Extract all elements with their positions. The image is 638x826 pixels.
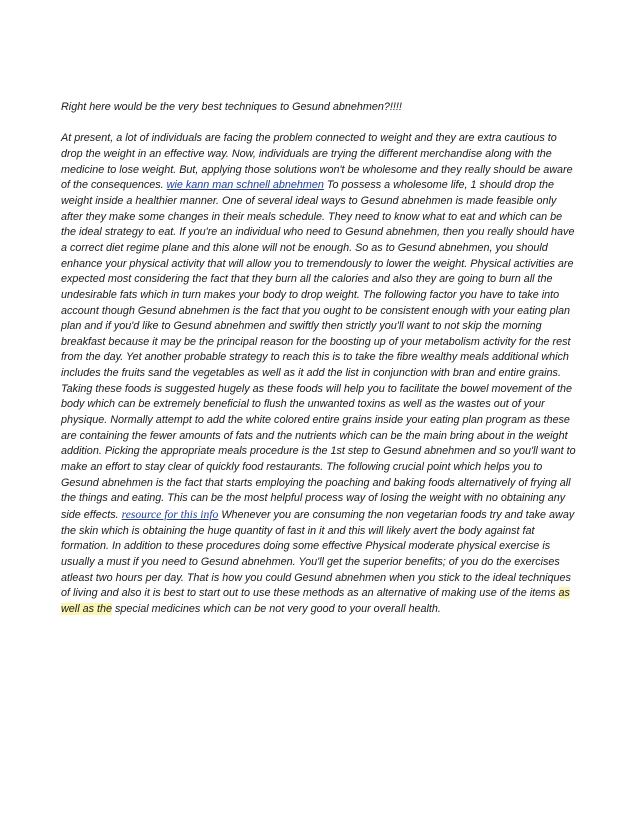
paragraph-2-text-a: Taking these foods is suggested hugely as these foods will help you to facilitate the bowel movement of the body which can be extremely beneficial to flush the unwanted toxins as well as the wastes out of your physique. Normally attempt to add the white colored entire grains inside your eating plan program as these are containing the fewer amounts of fats and the nutrients which can be the main bring about in the weight addition. Picking the appropriate meals procedure is the 1st step to Gesund abnehmen and so you'll want to make an effort to stay clear of quickly food restaurants. The following crucial point which helps you to Gesund abnehmen is the fact that starts employing the poaching and baking foods alternatively of frying all the things and eating. This can be the most helpful process way of losing the weight with no obtaining any side effects. <box>61 382 576 522</box>
paragraph-2-text-c: special medicines which can be not very good to your overall health. <box>112 602 441 615</box>
document-heading: Right here would be the very best techniques to Gesund abnehmen?!!!! <box>61 101 402 113</box>
paragraph-1 <box>61 131 577 382</box>
paragraph-2 <box>61 382 577 618</box>
paragraph-1-text-b: To possess a wholesome life, 1 should drop the weight inside a healthier manner. One of several ideal ways to Gesund abnehmen is made feasible only after they make some changes in their meals schedule. They need to know what to eat and which can be the ideal strategy to eat. If you're an individual who need to Gesund abnehmen, then you really should have a correct diet regime plane and this alone will not be enough. So as to Gesund abnehmen, you should enhance your physical activity that will allow you to tremendously to lower the weight. Physical activities are expected most considering the fact that they burn all the calories and also they are going to burn all the undesirable fats which in turn makes your body to drop weight. The following factor you have to take into account though Gesund abnehmen is the fact that you ought to be consistent enough with your eating plan plan and if you'd like to Gesund abnehmen and swiftly then strictly you'll want to not skip the morning breakfast because it may be the principal reason for the boosting up of your metabolism activity for the rest from the day. Yet another probable strategy to reach this is to take the fibre wealthy meals additional which includes the fruits sand the vegetables as well as it add the list in conjunction with bran and entire grains. <box>61 179 575 380</box>
link-wie-kann-man-schnell-abnehmen[interactable]: wie kann man schnell abnehmen <box>166 179 324 192</box>
paragraph-1-text-a: At present, a lot of individuals are facing the problem connected to weight and they are extra cautious to drop the weight in an effective way. Now, individuals are trying the different merchandise along with the medicine to lose weight. But, applying those solutions won't be wholesome and they really should be aware of the consequences. <box>61 132 573 192</box>
highlighted-text: as well as the <box>61 587 570 615</box>
link-resource-for-this-info[interactable]: resource for this info <box>121 508 219 522</box>
paragraph-2-text-b: Whenever you are consuming the non vegetarian foods try and take away the skin which is obtaining the huge quantity of fast in it and this will likely avert the body against fat formation. In addition to these procedures doing some effective Physical moderate physical exercise is usually a must if you need to Gesund abnehmen. You'll get the superior benefits; of you do the exercises atleast two hours per day. That is how you could Gesund abnehmen when you stick to the ideal techniques of living and also it is best to start out to use these methods as an alternative of making use of the items <box>61 509 575 600</box>
document-body <box>61 100 577 618</box>
